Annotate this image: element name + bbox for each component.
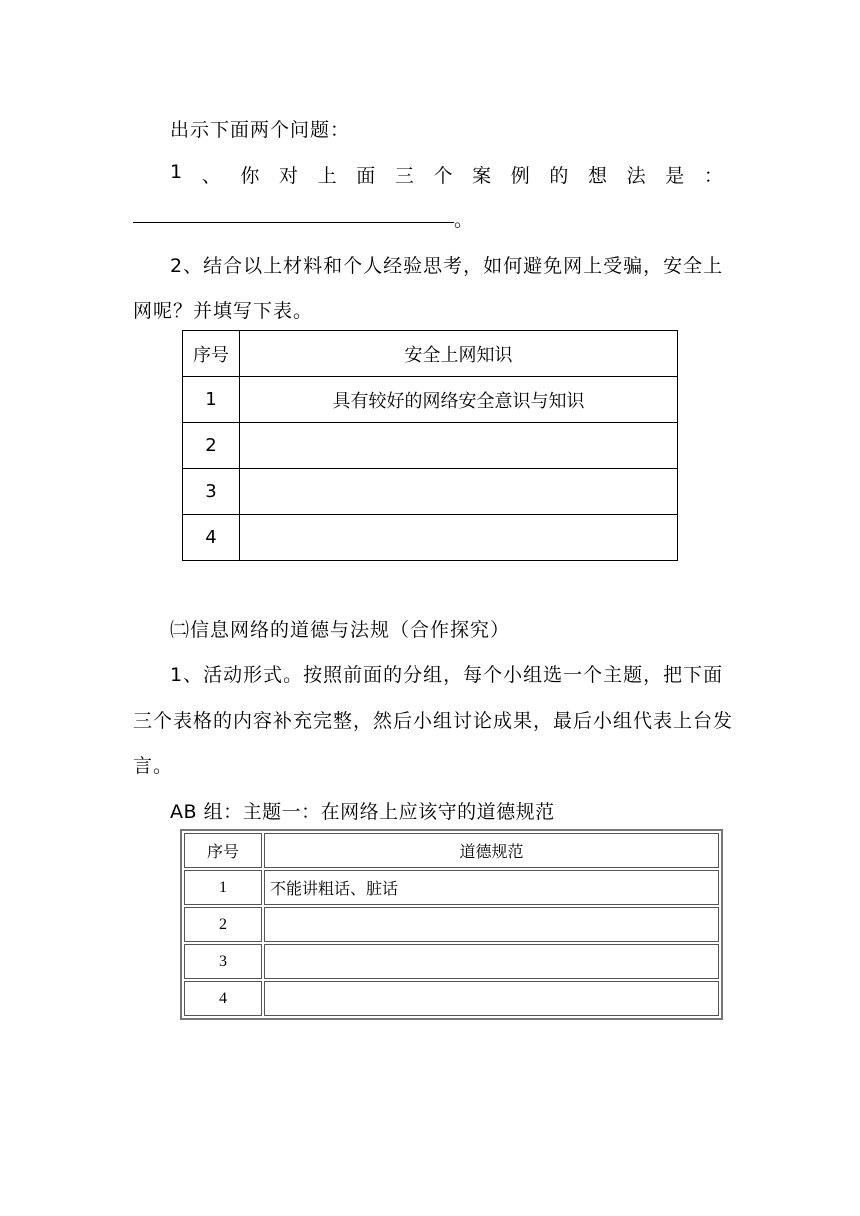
row-content[interactable] [240,423,678,469]
table-row [183,515,678,561]
question-1-char: 的 [549,165,569,187]
row-index: 2 [183,423,240,469]
activity-line-1: 1、活动形式。按照前面的分组，每个小组选一个主题，把下面 [170,664,724,686]
activity-line-3: 言。 [133,755,174,777]
question-1-char: 案 [472,165,492,187]
row-index: 1 [184,870,262,905]
row-content[interactable] [240,515,678,561]
question-1-char: ： [703,165,723,187]
table-row [183,469,678,515]
row-index: 1 [183,377,240,423]
row-content[interactable]: 不能讲粗话、脏话 [264,870,719,905]
question-1-char: 面 [356,165,376,187]
table-header-row [184,833,719,868]
answer-blank [133,222,454,223]
row-index: 4 [183,515,240,561]
row-content[interactable] [264,981,719,1016]
question-1-period: 。 [454,209,474,231]
row-content[interactable] [264,944,719,979]
table-row [184,981,719,1016]
header-index: 序号 [183,331,240,377]
question-1-char: 三 [394,165,414,187]
ethics-norms-table [180,829,723,1020]
question-1-line [170,161,723,188]
row-index: 4 [184,981,262,1016]
table-row [184,944,719,979]
question-1-char: 是 [665,165,685,187]
row-index: 3 [183,469,240,515]
question-1-char: 个 [433,165,453,187]
header-knowledge: 安全上网知识 [240,331,678,377]
prompt-paragraph: 出示下面两个问题： [170,119,351,141]
table-row [183,377,678,423]
section-2-title: ㈡信息网络的道德与法规（合作探究） [170,619,511,641]
row-index: 3 [184,944,262,979]
table-header-row [183,331,678,377]
activity-line-2: 三个表格的内容补充完整，然后小组讨论成果，最后小组代表上台发 [133,710,734,732]
table-row [184,907,719,942]
table-row [183,423,678,469]
question-1-char: 、 [201,165,221,187]
question-1-char: 对 [278,165,298,187]
table-row [184,870,719,905]
question-2-line-2: 网呢？并填写下表。 [133,300,314,322]
question-1-char: 法 [626,165,646,187]
question-2-line-1: 2、结合以上材料和个人经验思考，如何避免网上受骗，安全上 [170,255,724,277]
safety-knowledge-table [182,330,678,561]
question-1-char: 1 [170,161,183,183]
ab-group-topic: AB 组：主题一：在网络上应该守的道德规范 [170,801,555,823]
header-index: 序号 [184,833,262,868]
question-1-char: 例 [510,165,530,187]
question-1-char: 你 [240,165,260,187]
question-1-char: 上 [317,165,337,187]
question-1-char: 想 [587,165,607,187]
row-content[interactable] [240,469,678,515]
row-content[interactable]: 具有较好的网络安全意识与知识 [240,377,678,423]
row-index: 2 [184,907,262,942]
header-norms: 道德规范 [264,833,719,868]
row-content[interactable] [264,907,719,942]
